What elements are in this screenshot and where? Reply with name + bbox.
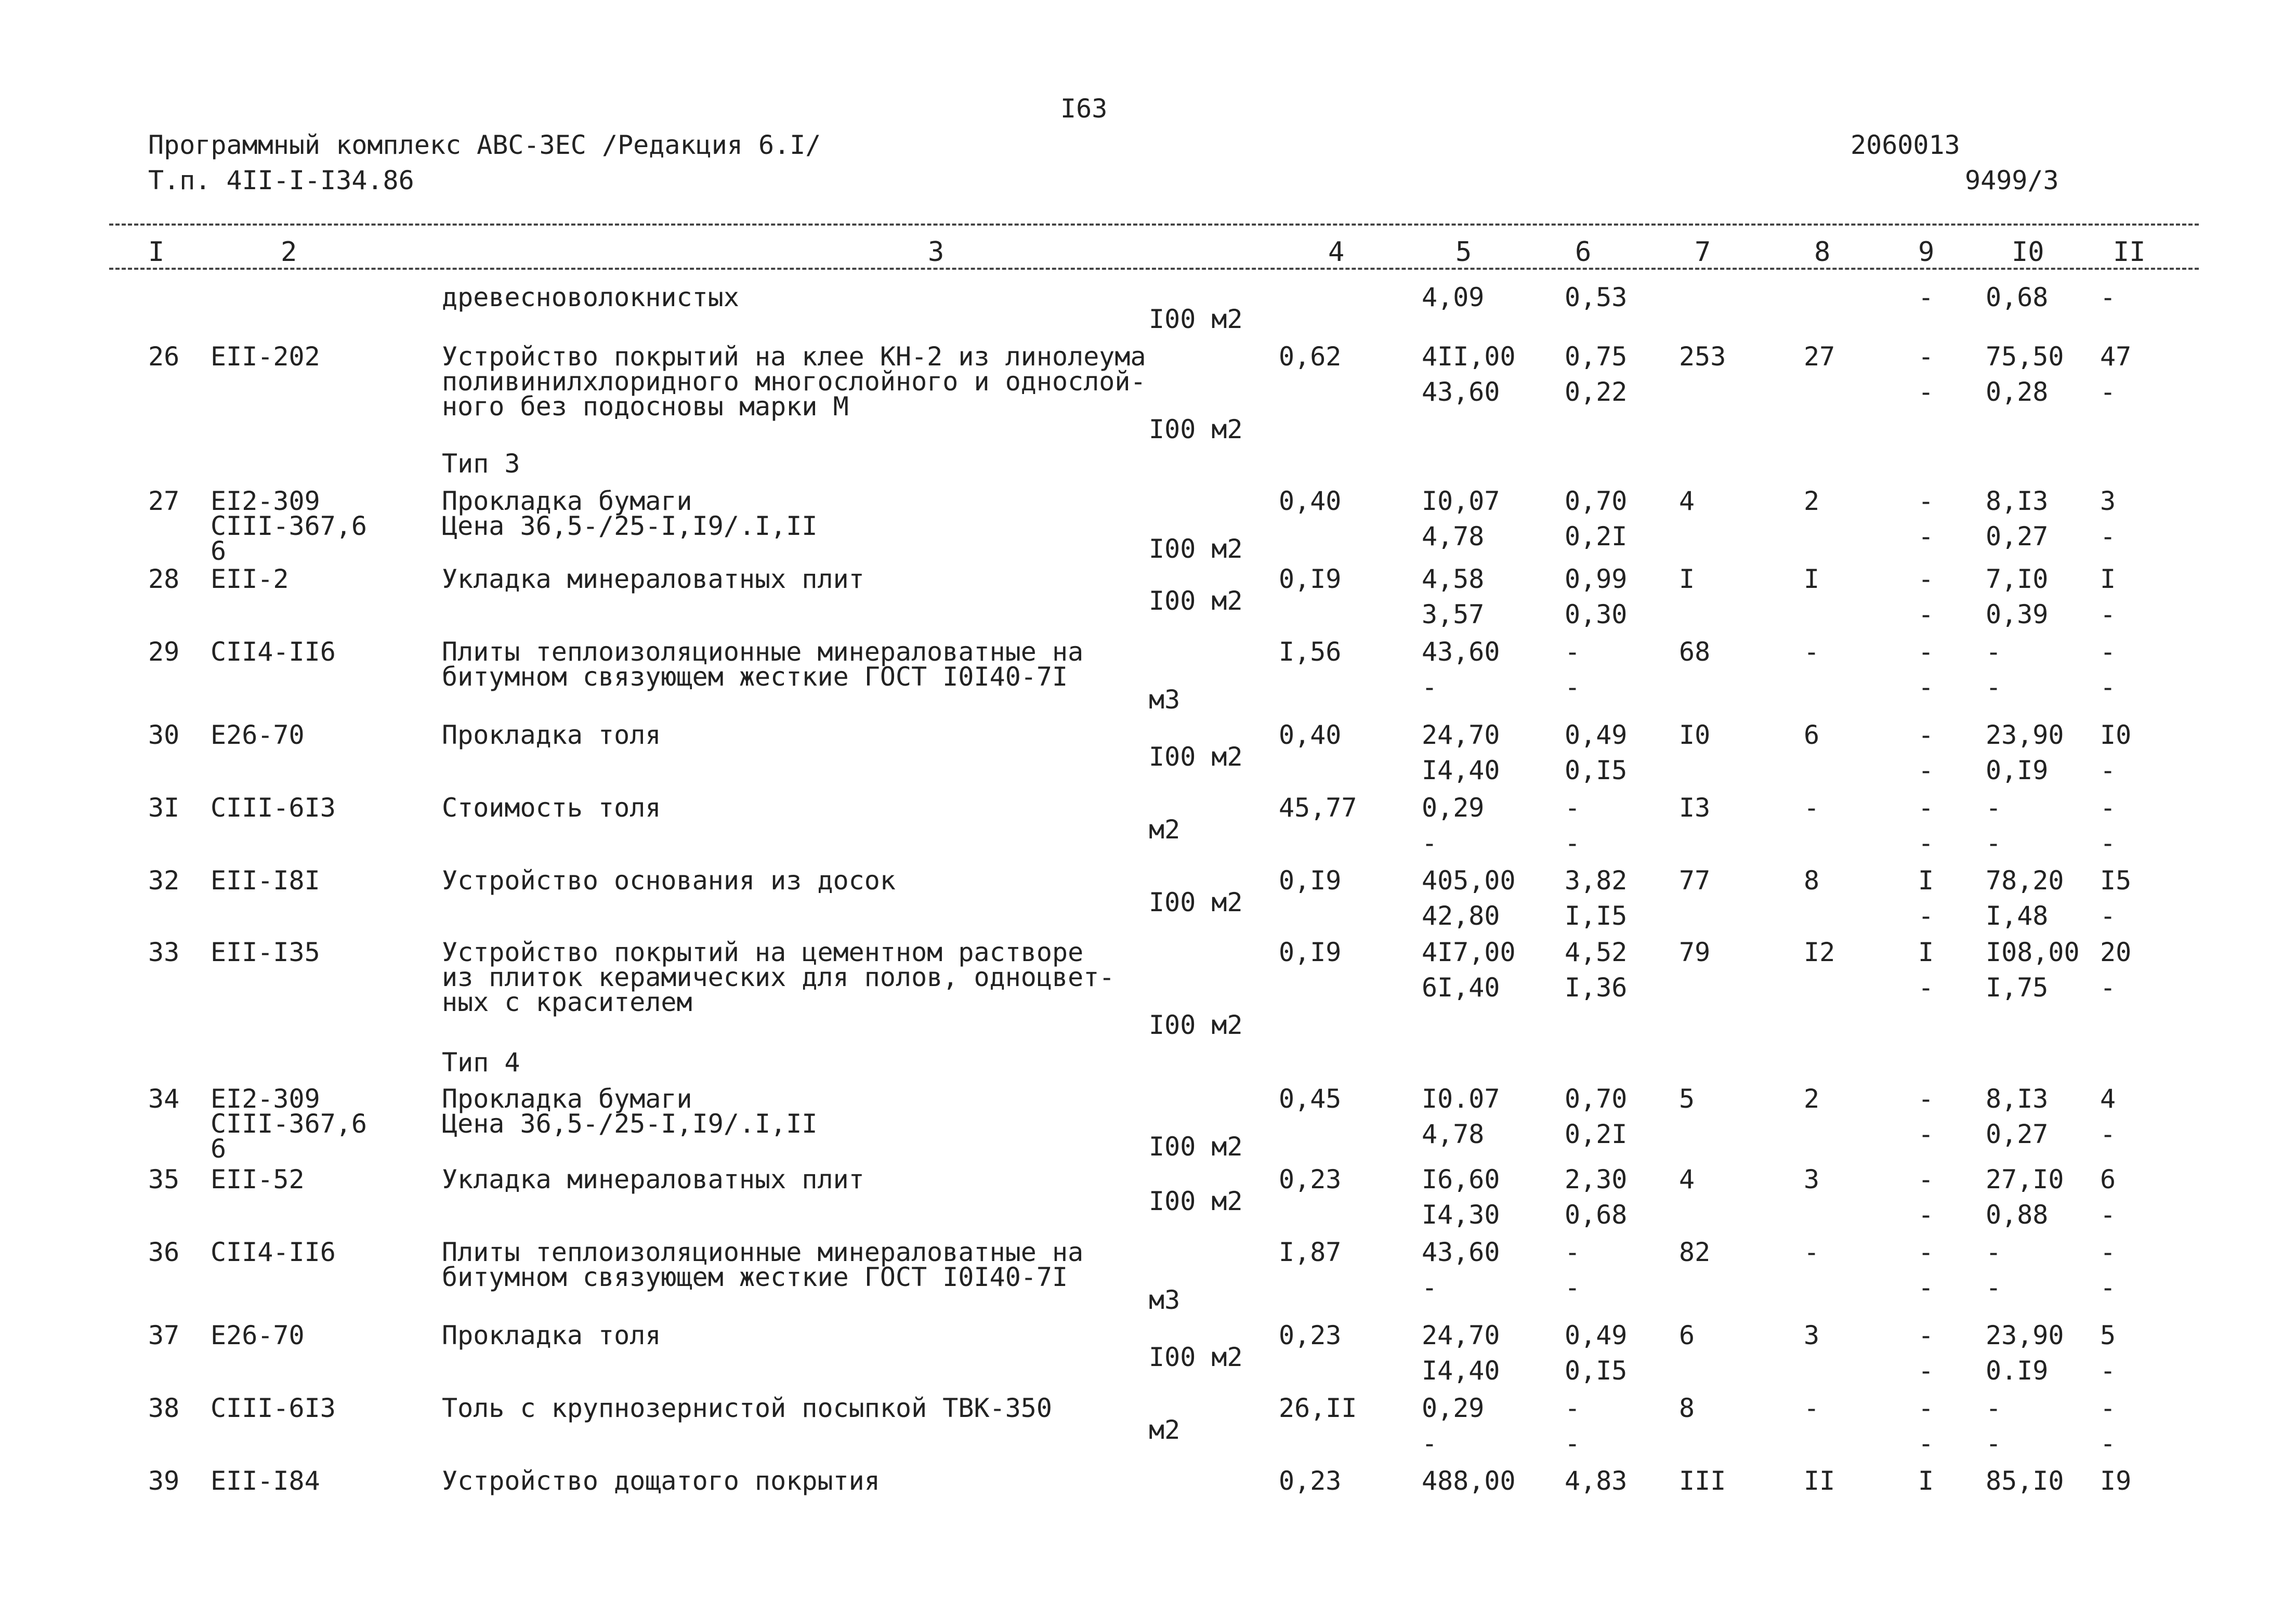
cell-col11-line1: 47 [2100, 342, 2132, 372]
row-code: СII4-II6 [211, 637, 336, 667]
row-number: 37 [148, 1320, 180, 1350]
cell-col8: I2 [1804, 937, 1835, 967]
cell-col6-line2: 0,22 [1565, 377, 1628, 407]
cell-col6-line1: - [1565, 1393, 1581, 1423]
cell-col10-line1: 0,68 [1986, 282, 2049, 312]
row-unit: I00 м2 [1149, 304, 1243, 334]
cell-col9-line2: - [1918, 1200, 1934, 1230]
row-unit: I00 м2 [1149, 414, 1243, 444]
row-quantity: 0,23 [1279, 1164, 1342, 1194]
cell-col6-line2: 0,I5 [1565, 1356, 1628, 1386]
row-number: 39 [148, 1466, 180, 1496]
column-header-4: 4 [1328, 237, 1345, 268]
row-number: 3I [148, 793, 180, 823]
cell-col11-line2: - [2100, 1428, 2116, 1459]
cell-col5-line2: - [1422, 1272, 1438, 1303]
cell-col10-line2: - [1986, 828, 2002, 858]
column-header-5: 5 [1455, 237, 1472, 268]
cell-col8: - [1804, 1393, 1820, 1423]
row-unit: м3 [1149, 685, 1180, 715]
cell-col11-line1: 6 [2100, 1164, 2116, 1194]
row-number: 36 [148, 1237, 180, 1267]
section-heading: Тип 4 [442, 1047, 520, 1078]
cell-col6-line1: - [1565, 637, 1581, 667]
cell-col6-line2: I,I5 [1565, 901, 1628, 931]
row-description: Прокладка бумаги Цена 36,5-/25-I,I9/.I,II [442, 1084, 818, 1139]
cell-col11-line1: I0 [2100, 720, 2132, 750]
cell-col11-line2: - [2100, 672, 2116, 702]
cell-col11-line2: - [2100, 377, 2116, 407]
cell-col6-line2: I,36 [1565, 973, 1628, 1003]
cell-col11-line1: 5 [2100, 1320, 2116, 1350]
cell-col9-line1: - [1918, 720, 1934, 750]
row-number: 34 [148, 1084, 180, 1114]
sheet-number: 9499/3 [1965, 165, 2059, 195]
cell-col9-line2: - [1918, 521, 1934, 551]
row-description: Укладка минераловатных плит [442, 1164, 864, 1194]
cell-col7: I3 [1679, 793, 1711, 823]
cell-col5-line1: 4,09 [1422, 282, 1485, 312]
cell-col9-line2: - [1918, 1272, 1934, 1303]
cell-col6-line2: - [1565, 1428, 1581, 1459]
cell-col6-line1: 3,82 [1565, 865, 1628, 896]
cell-col9-line2: - [1918, 1119, 1934, 1149]
cell-col6-line1: 0,49 [1565, 1320, 1628, 1350]
cell-col6-line1: 0,53 [1565, 282, 1628, 312]
program-title: Программный комплекс АВС-ЗЕС /Редакция 6.I/ [148, 130, 821, 160]
cell-col5-line1: 24,70 [1422, 1320, 1500, 1350]
cell-col5-line1: 488,00 [1422, 1466, 1516, 1496]
cell-col5-line2: - [1422, 672, 1438, 702]
cell-col9-line1: - [1918, 637, 1934, 667]
cell-col5-line1: 43,60 [1422, 1237, 1500, 1267]
row-description: Прокладка толя [442, 720, 661, 750]
cell-col6-line2: 0,30 [1565, 599, 1628, 629]
cell-col10-line1: 85,I0 [1986, 1466, 2064, 1496]
row-description: древесноволокнистых [442, 282, 739, 312]
cell-col8: - [1804, 637, 1820, 667]
row-quantity: 0,23 [1279, 1466, 1342, 1496]
row-description: Укладка минераловатных плит [442, 564, 864, 594]
cell-col8: 6 [1804, 720, 1820, 750]
row-quantity: I,87 [1279, 1237, 1342, 1267]
row-unit: I00 м2 [1149, 742, 1243, 772]
column-header-11: II [2113, 237, 2146, 268]
row-code: СIII-6I3 [211, 793, 336, 823]
cell-col9-line1: - [1918, 1084, 1934, 1114]
cell-col10-line1: - [1986, 1237, 2002, 1267]
row-quantity: 0,I9 [1279, 564, 1342, 594]
row-unit: I00 м2 [1149, 534, 1243, 564]
row-number: 29 [148, 637, 180, 667]
cell-col11-line2: - [2100, 828, 2116, 858]
cell-col11-line1: I [2100, 564, 2116, 594]
cell-col5-line2: 4,78 [1422, 521, 1485, 551]
cell-col8: 27 [1804, 342, 1835, 372]
cell-col9-line1: - [1918, 1320, 1934, 1350]
cell-col7: 253 [1679, 342, 1726, 372]
cell-col10-line2: 0.I9 [1986, 1356, 2049, 1386]
cell-col6-line1: - [1565, 793, 1581, 823]
row-unit: I00 м2 [1149, 1010, 1243, 1040]
row-quantity: 0,40 [1279, 486, 1342, 516]
row-code: СII4-II6 [211, 1237, 336, 1267]
column-header-10: I0 [2012, 237, 2044, 268]
row-quantity: 0,I9 [1279, 937, 1342, 967]
row-quantity: I,56 [1279, 637, 1342, 667]
cell-col11-line2: - [2100, 755, 2116, 785]
row-code: ЕII-202 [211, 342, 320, 372]
row-quantity: 45,77 [1279, 793, 1357, 823]
cell-col5-line2: 43,60 [1422, 377, 1500, 407]
cell-col11-line2: - [2100, 1356, 2116, 1386]
cell-col8: 8 [1804, 865, 1820, 896]
row-quantity: 0,40 [1279, 720, 1342, 750]
cell-col5-line1: I6,60 [1422, 1164, 1500, 1194]
cell-col9-line2: - [1918, 599, 1934, 629]
column-header-6: 6 [1575, 237, 1592, 268]
column-header-3: 3 [928, 237, 944, 268]
cell-col8: 3 [1804, 1320, 1820, 1350]
cell-col11-line2: - [2100, 1272, 2116, 1303]
row-description: Плиты теплоизоляционные минераловатные на битумном связующем жесткие ГОСТ I0I40-7I [442, 1237, 1084, 1292]
cell-col10-line2: 0,27 [1986, 1119, 2049, 1149]
cell-col9-line2: - [1918, 828, 1934, 858]
row-code: ЕII-52 [211, 1164, 305, 1194]
cell-col7: III [1679, 1466, 1726, 1496]
cell-col8: II [1804, 1466, 1835, 1496]
cell-col11-line2: - [2100, 521, 2116, 551]
cell-col8: 2 [1804, 486, 1820, 516]
cell-col7: 5 [1679, 1084, 1695, 1114]
cell-col9-line1: - [1918, 1237, 1934, 1267]
cell-col9-line1: - [1918, 342, 1934, 372]
cell-col7: I0 [1679, 720, 1711, 750]
row-unit: I00 м2 [1149, 1342, 1243, 1372]
cell-col5-line2: 6I,40 [1422, 973, 1500, 1003]
cell-col6-line2: 0,2I [1565, 1119, 1628, 1149]
row-unit: I00 м2 [1149, 1186, 1243, 1216]
cell-col6-line1: 0,70 [1565, 486, 1628, 516]
cell-col11-line2: - [2100, 1119, 2116, 1149]
cell-col7: 4 [1679, 1164, 1695, 1194]
row-code: СIII-6I3 [211, 1393, 336, 1423]
cell-col11-line1: - [2100, 1237, 2116, 1267]
page-number: I63 [1060, 94, 1108, 124]
cell-col10-line1: 27,I0 [1986, 1164, 2064, 1194]
cell-col10-line2: 0,39 [1986, 599, 2049, 629]
cell-col6-line1: 4,83 [1565, 1466, 1628, 1496]
row-description: Прокладка бумаги Цена 36,5-/25-I,I9/.I,II [442, 486, 818, 541]
cell-col5-line2: I4,40 [1422, 755, 1500, 785]
cell-col10-line2: 0,I9 [1986, 755, 2049, 785]
row-unit: м3 [1149, 1285, 1180, 1315]
cell-col10-line1: I08,00 [1986, 937, 2080, 967]
row-description: Устройство основания из досок [442, 865, 896, 896]
cell-col9-line1: - [1918, 486, 1934, 516]
cell-col5-line1: 24,70 [1422, 720, 1500, 750]
row-number: 28 [148, 564, 180, 594]
cell-col6-line2: 0,2I [1565, 521, 1628, 551]
cell-col10-line2: - [1986, 1428, 2002, 1459]
column-header-8: 8 [1814, 237, 1831, 268]
cell-col5-line2: 42,80 [1422, 901, 1500, 931]
cell-col9-line1: - [1918, 282, 1934, 312]
cell-col5-line2: 3,57 [1422, 599, 1485, 629]
cell-col9-line1: I [1918, 865, 1934, 896]
row-quantity: 0,23 [1279, 1320, 1342, 1350]
cell-col11-line1: 4 [2100, 1084, 2116, 1114]
cell-col6-line1: - [1565, 1237, 1581, 1267]
row-code: Е26-70 [211, 1320, 305, 1350]
cell-col10-line2: I,48 [1986, 901, 2049, 931]
cell-col7: 68 [1679, 637, 1711, 667]
cell-col7: I [1679, 564, 1695, 594]
cell-col6-line1: 2,30 [1565, 1164, 1628, 1194]
cell-col10-line1: - [1986, 1393, 2002, 1423]
cell-col11-line2: - [2100, 599, 2116, 629]
cell-col5-line1: 4I7,00 [1422, 937, 1516, 967]
cell-col10-line1: - [1986, 637, 2002, 667]
row-number: 26 [148, 342, 180, 372]
cell-col10-line2: I,75 [1986, 973, 2049, 1003]
cell-col10-line1: 75,50 [1986, 342, 2064, 372]
cell-col10-line1: 7,I0 [1986, 564, 2049, 594]
cell-col9-line2: - [1918, 1428, 1934, 1459]
row-code: ЕII-I35 [211, 937, 320, 967]
cell-col5-line2: - [1422, 1428, 1438, 1459]
row-number: 38 [148, 1393, 180, 1423]
row-code: ЕI2-309 СIII-367,6 6 [211, 486, 368, 566]
cell-col10-line1: 78,20 [1986, 865, 2064, 896]
cell-col5-line1: 0,29 [1422, 793, 1485, 823]
row-description: Устройство покрытий на цементном растворе из плиток керамических для полов, одноцвет- ных с красителем [442, 937, 1115, 1017]
row-number: 30 [148, 720, 180, 750]
row-code: Е26-70 [211, 720, 305, 750]
row-number: 32 [148, 865, 180, 896]
column-header-7: 7 [1695, 237, 1711, 268]
row-number: 35 [148, 1164, 180, 1194]
cell-col9-line1: I [1918, 1466, 1934, 1496]
cell-col10-line1: 8,I3 [1986, 486, 2049, 516]
cell-col11-line1: - [2100, 1393, 2116, 1423]
cell-col9-line2: - [1918, 1356, 1934, 1386]
cell-col5-line1: 405,00 [1422, 865, 1516, 896]
row-description: Прокладка толя [442, 1320, 661, 1350]
row-unit: I00 м2 [1149, 1132, 1243, 1162]
cell-col5-line2: I4,40 [1422, 1356, 1500, 1386]
column-header-1: I [148, 237, 165, 268]
row-number: 27 [148, 486, 180, 516]
cell-col6-line1: 0,49 [1565, 720, 1628, 750]
cell-col6-line1: 0,70 [1565, 1084, 1628, 1114]
row-description: Устройство дощатого покрытия [442, 1466, 880, 1496]
cell-col10-line2: 0,28 [1986, 377, 2049, 407]
project-number: Т.п. 4II-I-I34.86 [148, 165, 414, 195]
cell-col5-line1: 4,58 [1422, 564, 1485, 594]
row-unit: I00 м2 [1149, 586, 1243, 616]
cell-col6-line2: - [1565, 828, 1581, 858]
cell-col6-line2: 0,68 [1565, 1200, 1628, 1230]
cell-col10-line1: 8,I3 [1986, 1084, 2049, 1114]
cell-col10-line2: 0,27 [1986, 521, 2049, 551]
row-description: Плиты теплоизоляционные минераловатные на битумном связующем жесткие ГОСТ I0I40-7I [442, 637, 1084, 692]
cell-col6-line1: 0,99 [1565, 564, 1628, 594]
cell-col8: - [1804, 793, 1820, 823]
cell-col5-line2: - [1422, 828, 1438, 858]
cell-col11-line1: - [2100, 637, 2116, 667]
cell-col7: 8 [1679, 1393, 1695, 1423]
cell-col7: 4 [1679, 486, 1695, 516]
cell-col7: 77 [1679, 865, 1711, 896]
cell-col9-line2: - [1918, 377, 1934, 407]
cell-col5-line2: I4,30 [1422, 1200, 1500, 1230]
cell-col9-line1: - [1918, 1393, 1934, 1423]
row-description: Толь с крупнозернистой посыпкой ТВК-350 [442, 1393, 1052, 1423]
cell-col6-line2: - [1565, 1272, 1581, 1303]
cell-col6-line2: - [1565, 672, 1581, 702]
cell-col7: 82 [1679, 1237, 1711, 1267]
row-quantity: 0,62 [1279, 342, 1342, 372]
cell-col11-line1: - [2100, 793, 2116, 823]
row-number: 33 [148, 937, 180, 967]
cell-col11-line1: 20 [2100, 937, 2132, 967]
cell-col11-line2: - [2100, 901, 2116, 931]
row-code: ЕI2-309 СIII-367,6 6 [211, 1084, 368, 1164]
row-code: ЕII-2 [211, 564, 289, 594]
cell-col5-line1: 43,60 [1422, 637, 1500, 667]
section-heading: Тип 3 [442, 449, 520, 479]
cell-col10-line1: - [1986, 793, 2002, 823]
cell-col10-line2: - [1986, 672, 2002, 702]
cell-col9-line2: - [1918, 901, 1934, 931]
cell-col10-line1: 23,90 [1986, 720, 2064, 750]
cell-col11-line2: - [2100, 973, 2116, 1003]
cell-col10-line2: - [1986, 1272, 2002, 1303]
cell-col11-line1: 3 [2100, 486, 2116, 516]
cell-col9-line2: - [1918, 755, 1934, 785]
cell-col7: 79 [1679, 937, 1711, 967]
row-unit: м2 [1149, 1415, 1180, 1445]
cell-col9-line2: - [1918, 672, 1934, 702]
cell-col7: 6 [1679, 1320, 1695, 1350]
row-description: Устройство покрытий на клее КН-2 из линолеума поливинилхлоридного многослойного и однослой- ного без подосновы марки М [442, 342, 1146, 422]
column-header-2: 2 [281, 237, 297, 268]
row-code: ЕII-I8I [211, 865, 320, 896]
cell-col9-line1: - [1918, 564, 1934, 594]
row-unit: м2 [1149, 815, 1180, 845]
cell-col11-line1: I5 [2100, 865, 2132, 896]
row-quantity: 0,45 [1279, 1084, 1342, 1114]
cell-col5-line1: I0,07 [1422, 486, 1500, 516]
row-quantity: 26,II [1279, 1393, 1357, 1423]
cell-col9-line2: - [1918, 973, 1934, 1003]
cell-col9-line1: - [1918, 793, 1934, 823]
cell-col5-line1: 4II,00 [1422, 342, 1516, 372]
cell-col11-line2: - [2100, 1200, 2116, 1230]
cell-col6-line1: 0,75 [1565, 342, 1628, 372]
row-quantity: 0,I9 [1279, 865, 1342, 896]
cell-col11-line1: I9 [2100, 1466, 2132, 1496]
cell-col5-line1: I0.07 [1422, 1084, 1500, 1114]
column-header-9: 9 [1918, 237, 1935, 268]
cell-col9-line1: - [1918, 1164, 1934, 1194]
cell-col6-line2: 0,I5 [1565, 755, 1628, 785]
cell-col5-line2: 4,78 [1422, 1119, 1485, 1149]
row-description: Стоимость толя [442, 793, 661, 823]
cell-col5-line1: 0,29 [1422, 1393, 1485, 1423]
row-code: ЕII-I84 [211, 1466, 320, 1496]
cell-col8: - [1804, 1237, 1820, 1267]
cell-col8: 2 [1804, 1084, 1820, 1114]
cell-col8: I [1804, 564, 1820, 594]
cell-col6-line1: 4,52 [1565, 937, 1628, 967]
cell-col8: 3 [1804, 1164, 1820, 1194]
row-unit: I00 м2 [1149, 887, 1243, 917]
cell-col10-line2: 0,88 [1986, 1200, 2049, 1230]
cell-col9-line1: I [1918, 937, 1934, 967]
cell-col11-line1: - [2100, 282, 2116, 312]
cell-col10-line1: 23,90 [1986, 1320, 2064, 1350]
document-code: 2060013 [1851, 130, 1960, 160]
